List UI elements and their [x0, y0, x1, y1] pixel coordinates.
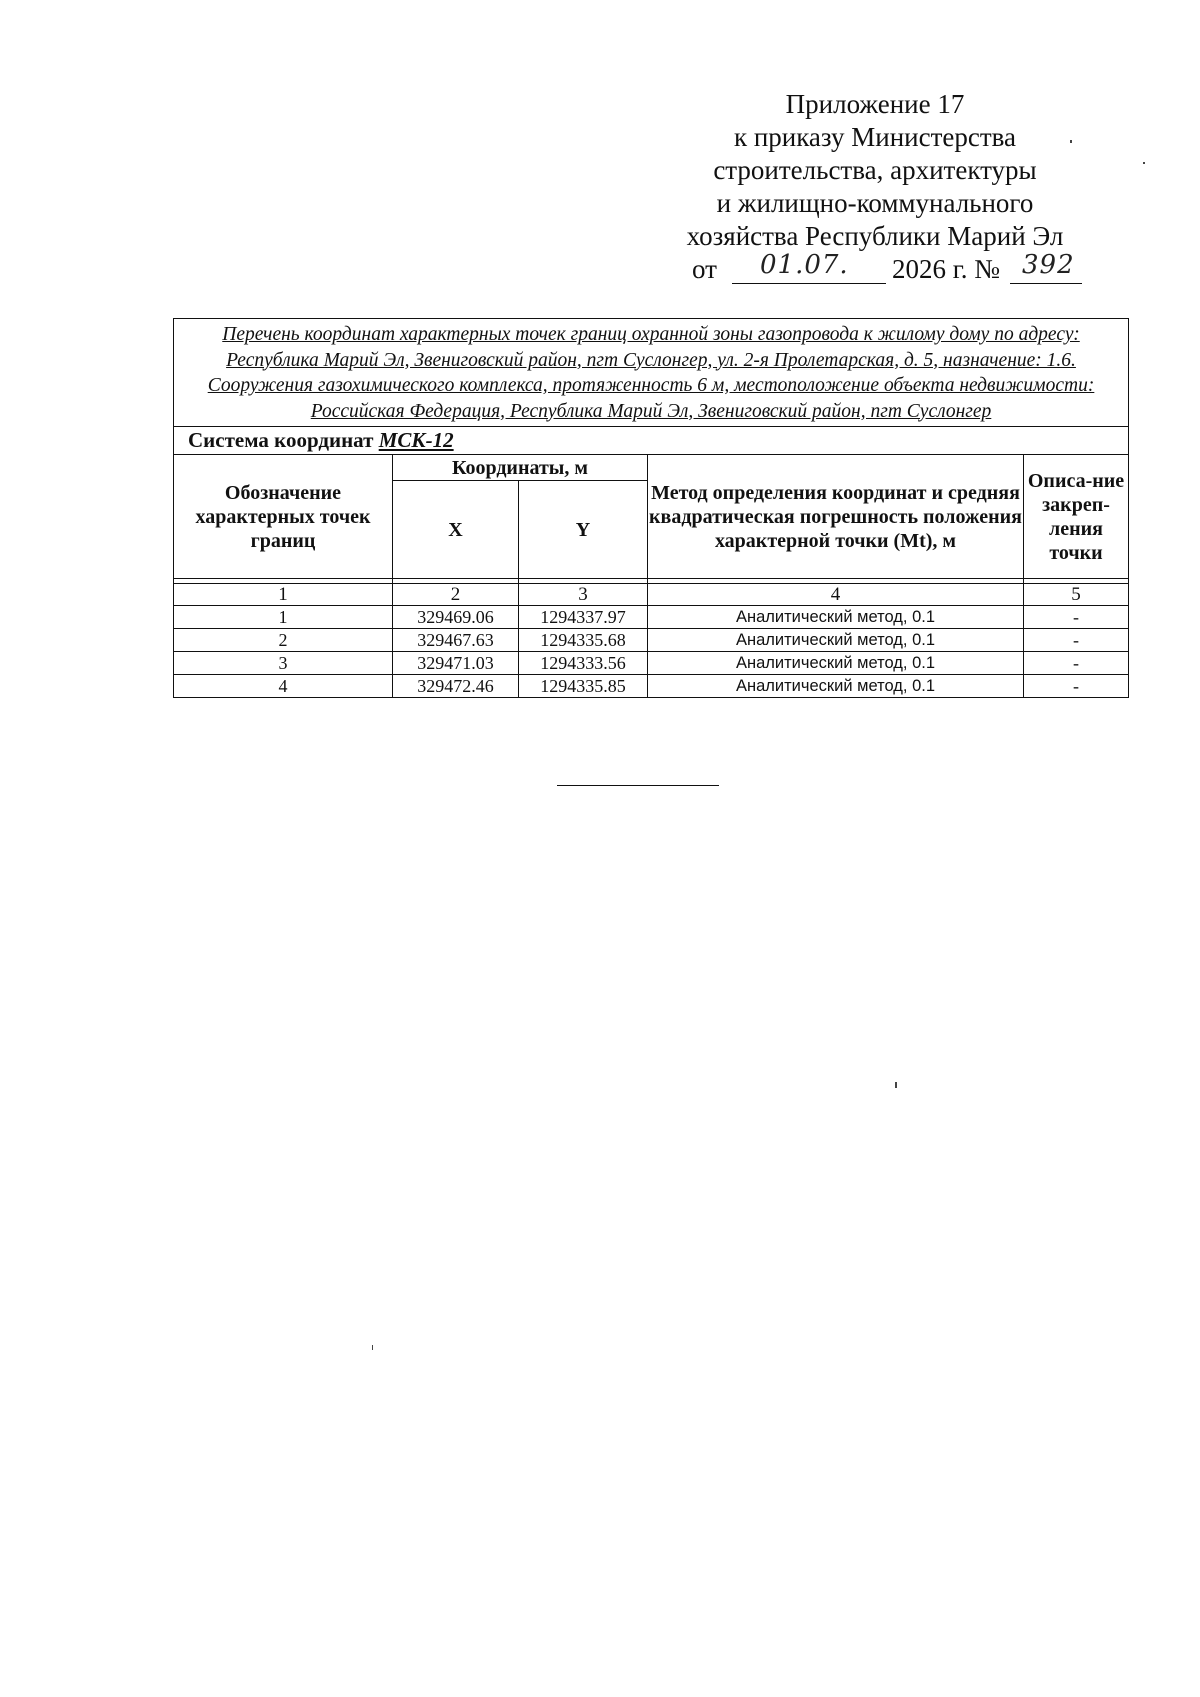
point-id: 4 — [174, 675, 393, 698]
description-value: - — [1024, 606, 1129, 629]
table-title: Перечень координат характерных точек границ охранной зоны газопровода к жилому дому по адресу: Республика Марий Эл, Звениговский район, пгт Суслонгер, ул. 2-я Пролетарская, д. 5, назначение: 1.6. Сооружения газохимического комплекса, протяженность 6 м, местоположение объекта недвижимости: Российская Федерация, Республика Марий Эл, Звениговский район, пгт Суслонгер — [174, 319, 1129, 427]
column-number: 5 — [1024, 584, 1129, 606]
y-value: 1294333.56 — [519, 652, 648, 675]
date-prefix: от — [692, 254, 717, 284]
point-id: 3 — [174, 652, 393, 675]
method-value: Аналитический метод, 0.1 — [648, 629, 1024, 652]
description-value: - — [1024, 652, 1129, 675]
header-method: Метод определения координат и средняя квадратическая погрешность положения характерной точки (Mt), м — [648, 455, 1024, 579]
coordinates-table — [173, 318, 1129, 698]
header-line: Приложение 17 — [785, 89, 965, 119]
header-y: Y — [519, 481, 648, 579]
table-row — [174, 629, 1129, 652]
description-value: - — [1024, 675, 1129, 698]
y-value: 1294335.68 — [519, 629, 648, 652]
header-coordinates: Координаты, м — [393, 455, 648, 481]
header-designation: Обозначение характерных точек границ — [174, 455, 393, 579]
point-id: 1 — [174, 606, 393, 629]
header-description: Описа-ние закреп-ления точки — [1024, 455, 1129, 579]
order-year: 2026 г. № — [892, 254, 1001, 284]
coordinate-system-label: Система координат — [188, 428, 374, 452]
x-value: 329467.63 — [393, 629, 519, 652]
end-of-document-rule — [557, 785, 719, 786]
coordinate-system-row — [174, 427, 1129, 455]
header-line: хозяйства Республики Марий Эл — [686, 221, 1064, 251]
column-number: 1 — [174, 584, 393, 606]
handwritten-number: 392 — [1022, 250, 1075, 280]
coordinate-system-name: МСК-12 — [378, 428, 454, 452]
appendix-header — [640, 88, 1110, 253]
method-value: Аналитический метод, 0.1 — [648, 675, 1024, 698]
x-value: 329471.03 — [393, 652, 519, 675]
description-value: - — [1024, 629, 1129, 652]
method-value: Аналитический метод, 0.1 — [648, 652, 1024, 675]
table-row — [174, 675, 1129, 698]
method-value: Аналитический метод, 0.1 — [648, 606, 1024, 629]
table-row — [174, 606, 1129, 629]
scan-speck — [372, 1345, 373, 1350]
point-id: 2 — [174, 629, 393, 652]
order-date-line — [692, 252, 1102, 286]
header-line: и жилищно-коммунального — [716, 188, 1034, 218]
header-line: к приказу Министерства — [733, 122, 1017, 152]
header-x: X — [393, 481, 519, 579]
header-line: строительства, архитектуры — [713, 155, 1037, 185]
y-value: 1294335.85 — [519, 675, 648, 698]
column-number: 2 — [393, 584, 519, 606]
table-row — [174, 652, 1129, 675]
column-number: 3 — [519, 584, 648, 606]
scan-speck — [895, 1082, 897, 1088]
scan-speck — [1143, 162, 1145, 164]
y-value: 1294337.97 — [519, 606, 648, 629]
x-value: 329469.06 — [393, 606, 519, 629]
handwritten-date: 01.07. — [760, 250, 849, 280]
column-number: 4 — [648, 584, 1024, 606]
scan-speck — [1070, 140, 1072, 143]
x-value: 329472.46 — [393, 675, 519, 698]
